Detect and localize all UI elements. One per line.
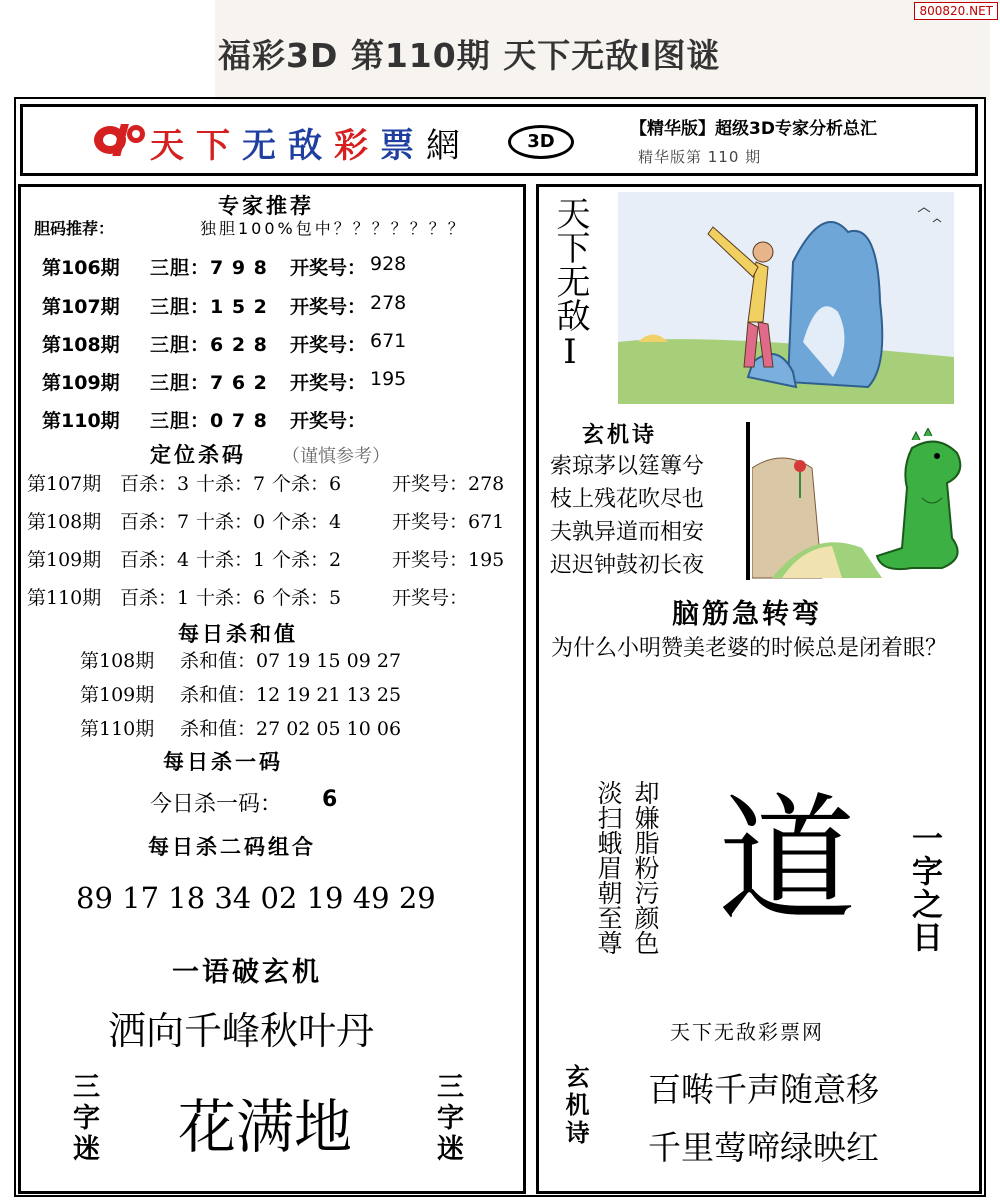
position-shi: 十杀：0 <box>196 511 266 533</box>
kill-one-title: 每日杀一码 <box>163 750 283 774</box>
expert-draw-label: 开奖号： <box>290 410 367 432</box>
position-period: 第107期 <box>27 473 102 495</box>
position-draw: 开奖号： <box>392 587 469 609</box>
sum-period: 第109期 <box>80 684 155 706</box>
poem-title: 玄机诗 <box>582 423 658 448</box>
riddle-line-title: 一语破玄机 <box>172 957 322 988</box>
dan-label: 胆码推荐： <box>34 219 115 238</box>
expert-draw: 928 <box>370 253 407 275</box>
position-ge: 个杀：6 <box>272 473 342 495</box>
kill-one-value: 6 <box>322 787 338 812</box>
position-ge: 个杀：2 <box>272 549 342 571</box>
logo-char: 彩 <box>334 126 380 166</box>
sum-values: 杀和值：07 19 15 09 27 <box>180 650 402 672</box>
issue-line: 精华版第 110 期 <box>638 148 762 166</box>
position-shi: 十杀：6 <box>196 587 266 609</box>
position-shi: 十杀：7 <box>196 473 266 495</box>
poem3-line: 百啭千声随意移 <box>648 1070 879 1109</box>
position-bai: 百杀：7 <box>120 511 190 533</box>
position-draw: 开奖号：278 <box>392 473 505 495</box>
vertical-title: 天下无敌Ⅰ <box>550 196 590 372</box>
logo-char: 票 <box>380 126 426 166</box>
riddle-big-char: 道 <box>718 780 857 941</box>
expert-period: 第109期 <box>42 372 120 394</box>
site-name: 天下无敌彩票网 <box>670 1020 824 1044</box>
expert-draw: 671 <box>370 330 407 352</box>
expert-period: 第107期 <box>42 296 120 318</box>
expert-period: 第106期 <box>42 257 120 279</box>
position-period: 第109期 <box>27 549 102 571</box>
position-shi: 十杀：1 <box>196 549 266 571</box>
brain-question: 为什么小明赞美老婆的时候总是闭着眼？ <box>551 636 948 661</box>
poem3-line: 千里莺啼绿映红 <box>648 1128 879 1167</box>
badge-3d: 3D <box>508 125 574 159</box>
position-draw: 开奖号：195 <box>392 549 505 571</box>
sum-values: 杀和值：27 02 05 10 06 <box>180 718 402 740</box>
poem2-line-right: 却嫌脂粉污颜色 <box>631 780 660 955</box>
brain-title: 脑筋急转弯 <box>672 599 822 630</box>
three-char-answer: 花满地 <box>178 1093 353 1161</box>
expert-dan: 三胆：7 9 8 <box>150 257 268 279</box>
expert-draw: 195 <box>370 368 407 390</box>
three-char-label-right: 三字迷 <box>432 1072 463 1165</box>
poem-divider <box>746 422 750 580</box>
position-period: 第108期 <box>27 511 102 533</box>
expert-dan: 三胆：6 2 8 <box>150 334 268 356</box>
poem3-label: 玄机诗 <box>561 1064 590 1148</box>
dragon-illustration <box>752 428 976 586</box>
position-bai: 百杀：1 <box>120 587 190 609</box>
position-bai: 百杀：3 <box>120 473 190 495</box>
position-note: （谨慎参考） <box>282 446 390 467</box>
sum-period: 第108期 <box>80 650 155 672</box>
expert-period: 第108期 <box>42 334 120 356</box>
position-title: 定位杀码 <box>150 443 246 467</box>
riddle-line-text: 洒向千峰秋叶丹 <box>108 1009 375 1053</box>
lottery-logo-icon <box>90 120 146 158</box>
one-char-label: 一字之日 <box>906 822 942 954</box>
expert-period: 第110期 <box>42 410 120 432</box>
dan-text: 独胆100%包中？？？？？？？ <box>200 219 467 238</box>
position-draw: 开奖号：671 <box>392 511 505 533</box>
expert-draw-label: 开奖号： <box>290 296 367 318</box>
edition-label: 【精华版】超级3D专家分析总汇 <box>630 119 877 139</box>
poem2-line-left: 淡扫蛾眉朝至尊 <box>594 780 623 955</box>
hero-illustration <box>618 192 954 404</box>
position-ge: 个杀：4 <box>272 511 342 533</box>
expert-draw-label: 开奖号： <box>290 257 367 279</box>
expert-draw-label: 开奖号： <box>290 372 367 394</box>
sum-period: 第110期 <box>80 718 155 740</box>
poem-line: 迟迟钟鼓初长夜 <box>550 553 705 578</box>
position-period: 第110期 <box>27 587 102 609</box>
kill-two-title: 每日杀二码组合 <box>148 835 316 859</box>
expert-dan: 三胆：1 5 2 <box>150 296 268 318</box>
expert-title: 专家推荐 <box>218 194 314 218</box>
expert-dan: 三胆：0 7 8 <box>150 410 268 432</box>
poem-line: 索琼茅以筳篿兮 <box>550 454 705 479</box>
expert-draw: 278 <box>370 292 407 314</box>
position-bai: 百杀：4 <box>120 549 190 571</box>
position-ge: 个杀：5 <box>272 587 342 609</box>
poem-line: 夫孰异道而相安 <box>550 520 705 545</box>
logo-char: 網 <box>426 126 472 166</box>
expert-draw-label: 开奖号： <box>290 334 367 356</box>
sum-values: 杀和值：12 19 21 13 25 <box>180 684 402 706</box>
site-watermark: 800820.NET <box>914 2 998 20</box>
logo-text <box>150 118 472 167</box>
sum-title: 每日杀和值 <box>178 622 298 646</box>
logo-char: 无 <box>242 126 288 166</box>
kill-two-numbers: 89 17 18 34 02 19 49 29 <box>76 881 436 915</box>
logo-char: 下 <box>196 126 242 166</box>
expert-dan: 三胆：7 6 2 <box>150 372 268 394</box>
page-title: 福彩3D 第110期 天下无敌Ⅰ图谜 <box>218 36 721 75</box>
kill-one-label: 今日杀一码： <box>150 792 283 817</box>
logo-char: 敌 <box>288 126 334 166</box>
poem-line: 枝上残花吹尽也 <box>550 487 705 512</box>
three-char-label-left: 三字迷 <box>68 1072 99 1165</box>
logo-char: 天 <box>150 126 196 166</box>
